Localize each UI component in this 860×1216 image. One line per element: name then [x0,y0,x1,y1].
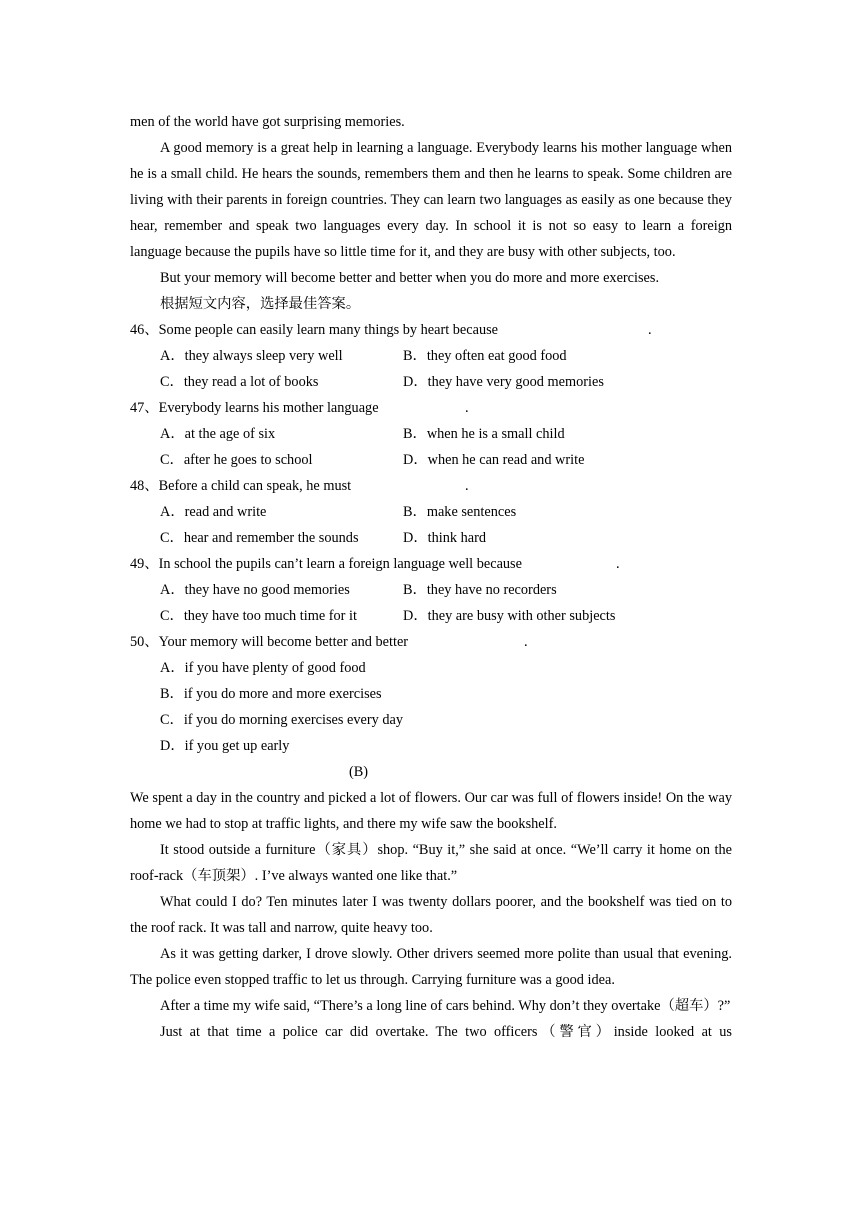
option-a: A．if you have plenty of good food [160,660,366,676]
option-d: D．when he can read and write [403,452,585,468]
option-a: A．they always sleep very well [160,348,343,364]
option-b: B．when he is a small child [403,426,565,442]
option-c: C．they have too much time for it [160,608,357,624]
passage-b-paragraph: As it was getting darker, I drove slowly. Other drivers seemed more polite than usual that evening. The police even stopped traffic to let us through. Carrying furniture was a good idea. [130,946,732,988]
option-d: D．if you get up early [160,738,290,754]
option-c: C．they read a lot of books [160,374,319,390]
option-b: B．if you do more and more exercises [160,686,382,702]
question-stem: 47、Everybody learns his mother language [130,400,379,416]
option-row [130,343,732,369]
option-row [130,525,732,551]
question-stem: 49、In school the pupils can’t learn a foreign language well because [130,556,522,572]
option-row [130,369,732,395]
question-50 [130,629,732,655]
answer-blank-end: . [465,400,469,416]
option-d: D．they are busy with other subjects [403,608,616,624]
document-page [130,109,732,1045]
passage-b-paragraph: It stood outside a furniture（家具）shop. “Buy it,” she said at once. “We’ll carry it home on the roof-rack（车顶架）. I’ve always wanted one like that.” [130,842,732,884]
passage-b-paragraph: Just at that time a police car did overtake. The two officers（警官）inside looked at us [160,1024,732,1040]
passage-b-paragraph: We spent a day in the country and picked a lot of flowers. Our car was full of flowers inside! On the way home we had to stop at traffic lights, and there my wife saw the bookshelf. [130,790,732,832]
option-a: A．at the age of six [160,426,276,442]
question-47 [130,395,732,421]
question-stem: 48、Before a child can speak, he must [130,478,352,494]
answer-blank-end: . [648,322,652,338]
passage-b-paragraph: After a time my wife said, “There’s a long line of cars behind. Why don’t they overtake（超车）?” [160,998,731,1014]
passage-a-fragment: men of the world have got surprising memories. [130,114,405,130]
option-b: B．they often eat good food [403,348,567,364]
passage-a-paragraph: But your memory will become better and better when you do more and more exercises. [160,270,660,286]
option-row [130,447,732,473]
answer-blank-end: . [616,556,620,572]
option-a: A．they have no good memories [160,582,350,598]
answer-blank-end: . [465,478,469,494]
option-row [130,577,732,603]
section-heading: (B) [349,764,369,780]
question-stem: 50、Your memory will become better and better [130,634,409,650]
answer-blank-end: . [524,634,528,650]
question-46 [130,317,732,343]
instruction: 根据短文内容，选择最佳答案。 [160,296,361,312]
option-b: B．they have no recorders [403,582,557,598]
option-c: C．if you do morning exercises every day [160,712,403,728]
option-d: D．they have very good memories [403,374,604,390]
question-49 [130,551,732,577]
question-48 [130,473,732,499]
passage-b-paragraph: What could I do? Ten minutes later I was twenty dollars poorer, and the bookshelf was tied on to the roof rack. It was tall and narrow, quite heavy too. [130,894,732,936]
option-row [130,499,732,525]
option-c: C．after he goes to school [160,452,313,468]
question-stem: 46、Some people can easily learn many things by heart because [130,322,499,338]
option-a: A．read and write [160,504,267,520]
option-d: D．think hard [403,530,486,546]
passage-a-paragraph: A good memory is a great help in learning a language. Everybody learns his mother language when he is a small child. He hears the sounds, remembers them and then he learns to speak. Some children are living with their parents in foreign countries. They can learn two languages as easily as one because they hear, remember and speak two languages every day. In school it is not so easy to learn a foreign language because the pupils have so little time for it, and they are busy with other subjects, too. [130,140,732,260]
option-row [130,421,732,447]
option-b: B．make sentences [403,504,517,520]
option-row [130,603,732,629]
option-c: C．hear and remember the sounds [160,530,359,546]
